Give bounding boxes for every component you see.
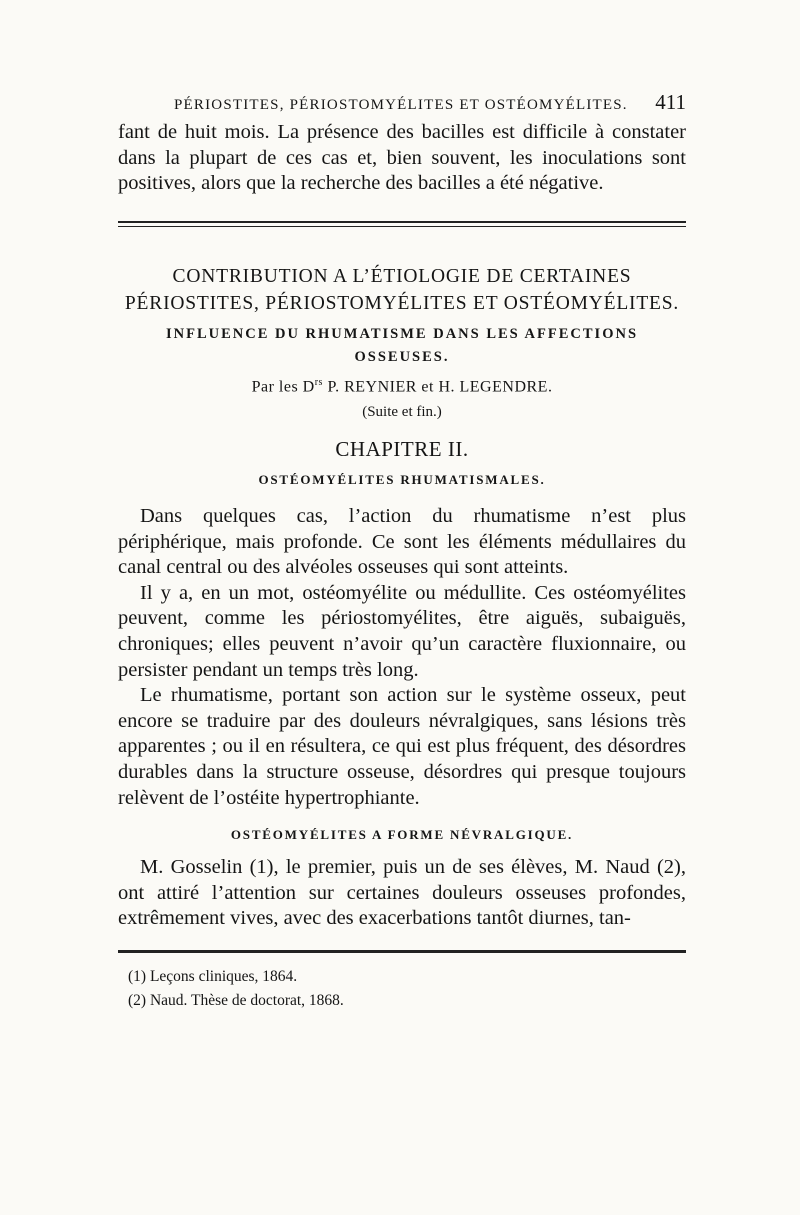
section-heading: OSTÉOMYÉLITES A FORME NÉVRALGIQUE. (230, 827, 574, 843)
footnote: (1) Leçons cliniques, 1864. (128, 968, 298, 986)
intro-paragraph: fant de huit mois. La présence des bacilles est difficile à constater dans la plupart de ces cas et, bien souvent, les inoculations sont positives, alors que la recherche des bacilles a été négative. (118, 121, 686, 195)
page (118, 90, 686, 1013)
chapter-body (118, 504, 686, 811)
authors-names: P. REYNIER et H. LEGENDRE. (322, 378, 553, 396)
article-subtitle: INFLUENCE DU RHUMATISME DANS LES AFFECTIONS OSSEUSES. (165, 325, 639, 365)
footnotes (128, 965, 686, 1013)
running-header (174, 90, 686, 120)
body-paragraph: Il y a, en un mot, ostéomyélite ou médullite. Ces ostéomyélites peuvent, comme les périostomyélites, être aiguës, subaiguës, chroniques; elles peuvent n’avoir qu’un caractère fluxionnaire, ou persister pendant un temps très long. (118, 581, 686, 681)
chapter-title: CHAPITRE II. (335, 437, 469, 462)
authors-sup: rs (314, 376, 323, 388)
article-title: CONTRIBUTION A L’ÉTIOLOGIE DE CERTAINES PÉRIOSTITES, PÉRIOSTOMYÉLITES ET OSTÉOMYÉLITES. (124, 265, 680, 314)
section-paragraph: M. Gosselin (1), le premier, puis un de ses élèves, M. Naud (2), ont attiré l’attention sur certaines douleurs osseuses profondes, extrêmement vives, avec des exacerbations tantôt diurnes, tan- (118, 856, 686, 930)
footnote-rule (118, 950, 686, 953)
page-number: 411 (655, 90, 686, 114)
body-paragraph: Le rhumatisme, portant son action sur le système osseux, peut encore se traduire par des douleurs névralgiques, sans lésions très apparentes ; ou il en résultera, ce qui est plus fréquent, des désordres durables dans la structure osseuse, désordres qui presque toujours relèvent de l’ostéite hypertrophiante. (118, 684, 686, 809)
authors-prefix: Par les D (251, 378, 315, 396)
running-title: PÉRIOSTITES, PÉRIOSTOMYÉLITES ET OSTÉOMYÉLITES. (174, 97, 628, 113)
footnote: (2) Naud. Thèse de doctorat, 1868. (128, 992, 344, 1010)
intro-text (118, 120, 686, 197)
body-paragraph: Dans quelques cas, l’action du rhumatisme n’est plus périphérique, mais profonde. Ce sont les éléments médullaires du canal central ou des alvéoles osseuses qui sont atteints. (118, 505, 686, 579)
chapter-subtitle: OSTÉOMYÉLITES RHUMATISMALES. (258, 472, 546, 488)
section-divider (118, 221, 686, 227)
article-authors (118, 377, 686, 396)
continuation-note: (Suite et fin.) (362, 404, 442, 421)
section-body (118, 855, 686, 932)
